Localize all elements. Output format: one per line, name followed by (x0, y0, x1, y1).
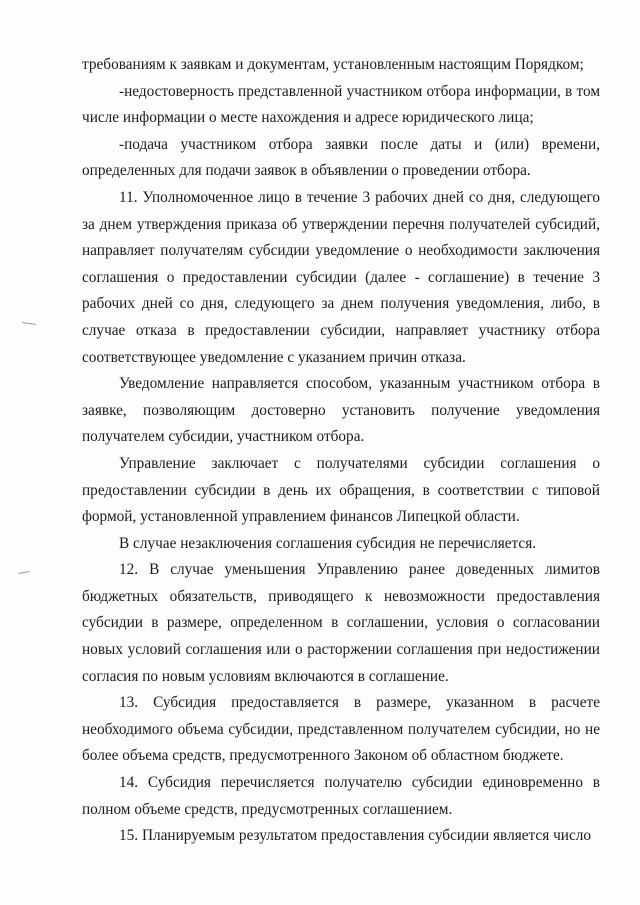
paragraph-requirements-continuation: требованиям к заявкам и документам, установленным настоящим Порядком; (82, 56, 584, 73)
paragraph-inaccurate-info: -недостоверность представленной участником отбора информации, в том числе информации о месте нахождения и адресе юридического лица; (82, 82, 600, 127)
paragraph-late-submission: -подача участником отбора заявки после даты и (или) времени, определенных для подачи заявок в объявлении о проведении отбора. (82, 135, 600, 180)
paragraph-12: 12. В случае уменьшения Управлению ранее доведенных лимитов бюджетных обязательств, приводящего к невозможности предоставления субсидии в размере, определенном в соглашении, условия о согласовании новых условий соглашения или о расторжении соглашения при недостижении согласия по новым условиям включаются в соглашение. (82, 561, 600, 685)
paragraph-agreement-conclusion: Управление заключает с получателями субсидии соглашения о предоставлении субсидии в день их обращения, в соответствии с типовой формой, установленной управлением финансов Липецкой области. (82, 454, 600, 526)
paragraph-14: 14. Субсидия перечисляется получателю субсидии единовременно в полном объеме средств, предусмотренных соглашением. (82, 774, 600, 818)
paragraph-no-agreement: В случае незаключения соглашения субсидия не перечисляется. (119, 534, 537, 552)
paragraph-11: 11. Уполномоченное лицо в течение 3 рабочих дней со дня, следующего за днем утверждения приказа об утверждении перечня получателей субсидий, направляет получателям субсидии уведомление о необходимости заключения соглашения о предоставлении субсидии (далее - соглашение) в течение 3 рабочих дней со дня, следующего за днем получения уведомления, либо, в случае отказа в предоставлении субсидии, направляет участнику отбора соответствующее уведомление с указанием причин отказа. (82, 188, 600, 366)
paragraph-15: 15. Планируемым результатом предоставления субсидии является число (119, 827, 592, 845)
document-body (82, 52, 600, 850)
paragraph-13: 13. Субсидия предоставляется в размере, указанном в расчете необходимого объема субсидии, представленном получателем субсидии, но не более объема средств, предусмотренного Законом об областном бюджете. (82, 694, 600, 765)
scan-mark (22, 322, 36, 325)
paragraph-notification-method: Уведомление направляется способом, указанным участником отбора в заявке, позволяющим достоверно установить получение уведомления получателем субсидии, участником отбора. (82, 375, 600, 446)
scan-mark (18, 571, 30, 574)
